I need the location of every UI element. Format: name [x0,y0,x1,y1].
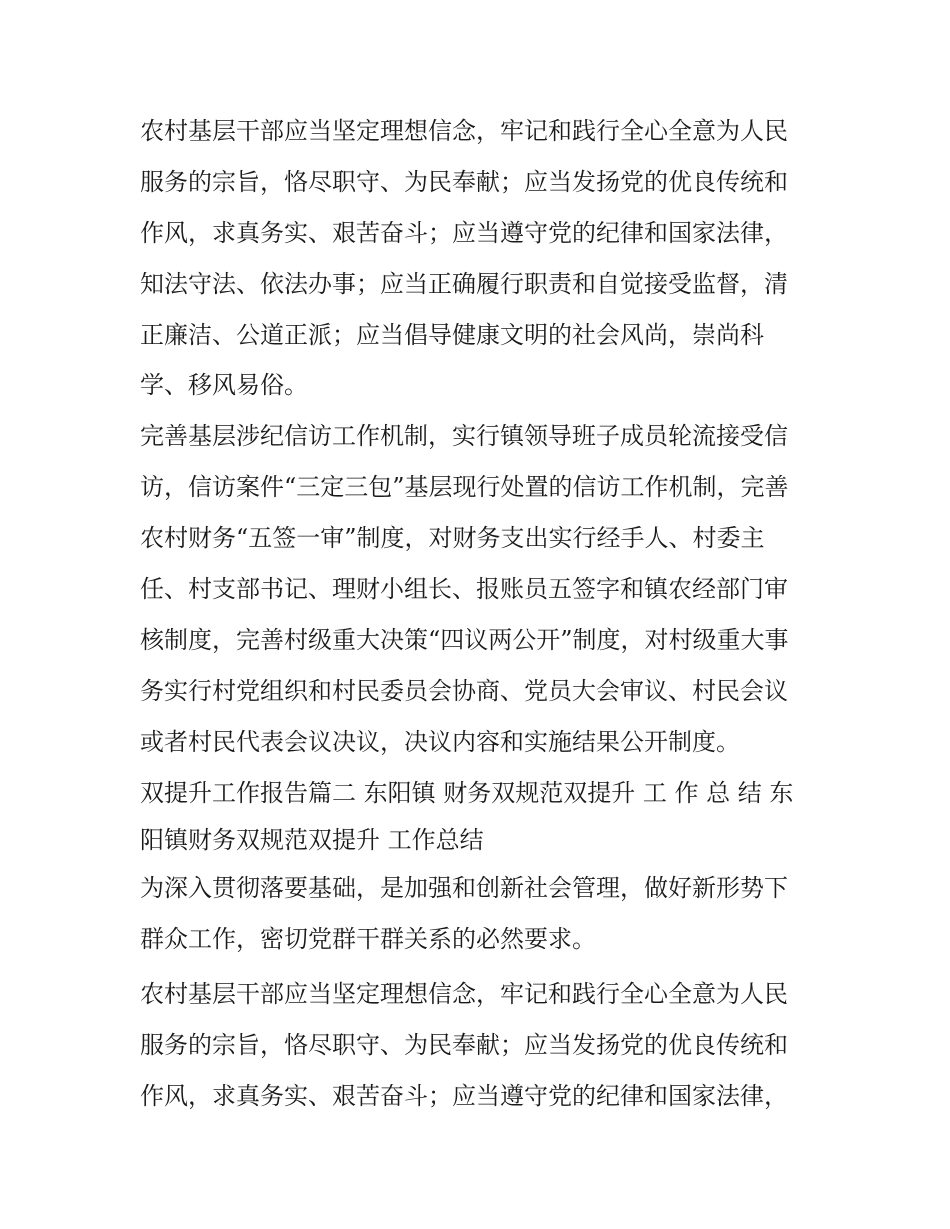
paragraph-cadre-duties-1 [140,106,812,411]
text-line: 农村财务“五签一审”制度，对财务支出实行经手人、村委主 [140,524,765,553]
text-line: 知法守法、依法办事；应当正确履行职责和自觉接受监督，清 [140,269,788,298]
text-line: 双提升工作报告篇二 东阳镇 财务双规范双提升 工 作 总 结 东 [140,778,794,807]
document-body [140,106,812,1122]
text-line: 为深入贯彻落要基础，是加强和创新社会管理，做好新形势下 [140,874,788,903]
paragraph-foundation [140,863,812,965]
text-line: 阳镇财务双规范双提升 工作总结 [140,826,484,855]
text-line: 或者村民代表会议决议，决议内容和实施结果公开制度。 [140,727,740,756]
text-line: 访，信访案件“三定三包”基层现行处置的信访工作机制，完善 [140,473,789,502]
text-line: 作风，求真务实、艰苦奋斗；应当遵守党的纪律和国家法律， [140,218,788,247]
text-line: 核制度，完善村级重大决策“四议两公开”制度，对村级重大事 [140,625,789,654]
text-line: 作风，求真务实、艰苦奋斗；应当遵守党的纪律和国家法律， [140,1082,788,1111]
text-line: 完善基层涉纪信访工作机制，实行镇领导班子成员轮流接受信 [140,422,788,451]
paragraph-petition-mechanism [140,411,812,767]
text-line: 农村基层干部应当坚定理想信念，牢记和践行全心全意为人民 [140,980,788,1009]
text-line: 务实行村党组织和村民委员会协商、党员大会审议、村民会议 [140,676,788,705]
paragraph-report-heading [140,768,812,864]
text-line: 农村基层干部应当坚定理想信念，牢记和践行全心全意为人民 [140,117,788,145]
text-line: 服务的宗旨，恪尽职守、为民奉献；应当发扬党的优良传统和 [140,167,788,196]
text-line: 正廉洁、公道正派；应当倡导健康文明的社会风尚，崇尚科 [140,320,764,349]
text-line: 群众工作，密切党群干群关系的必然要求。 [140,925,596,954]
text-line: 任、村支部书记、理财小组长、报账员五签字和镇农经部门审 [140,575,788,604]
paragraph-cadre-duties-2 [140,969,812,1122]
text-line: 服务的宗旨，恪尽职守、为民奉献；应当发扬党的优良传统和 [140,1031,788,1060]
text-line: 学、移风易俗。 [140,371,308,400]
